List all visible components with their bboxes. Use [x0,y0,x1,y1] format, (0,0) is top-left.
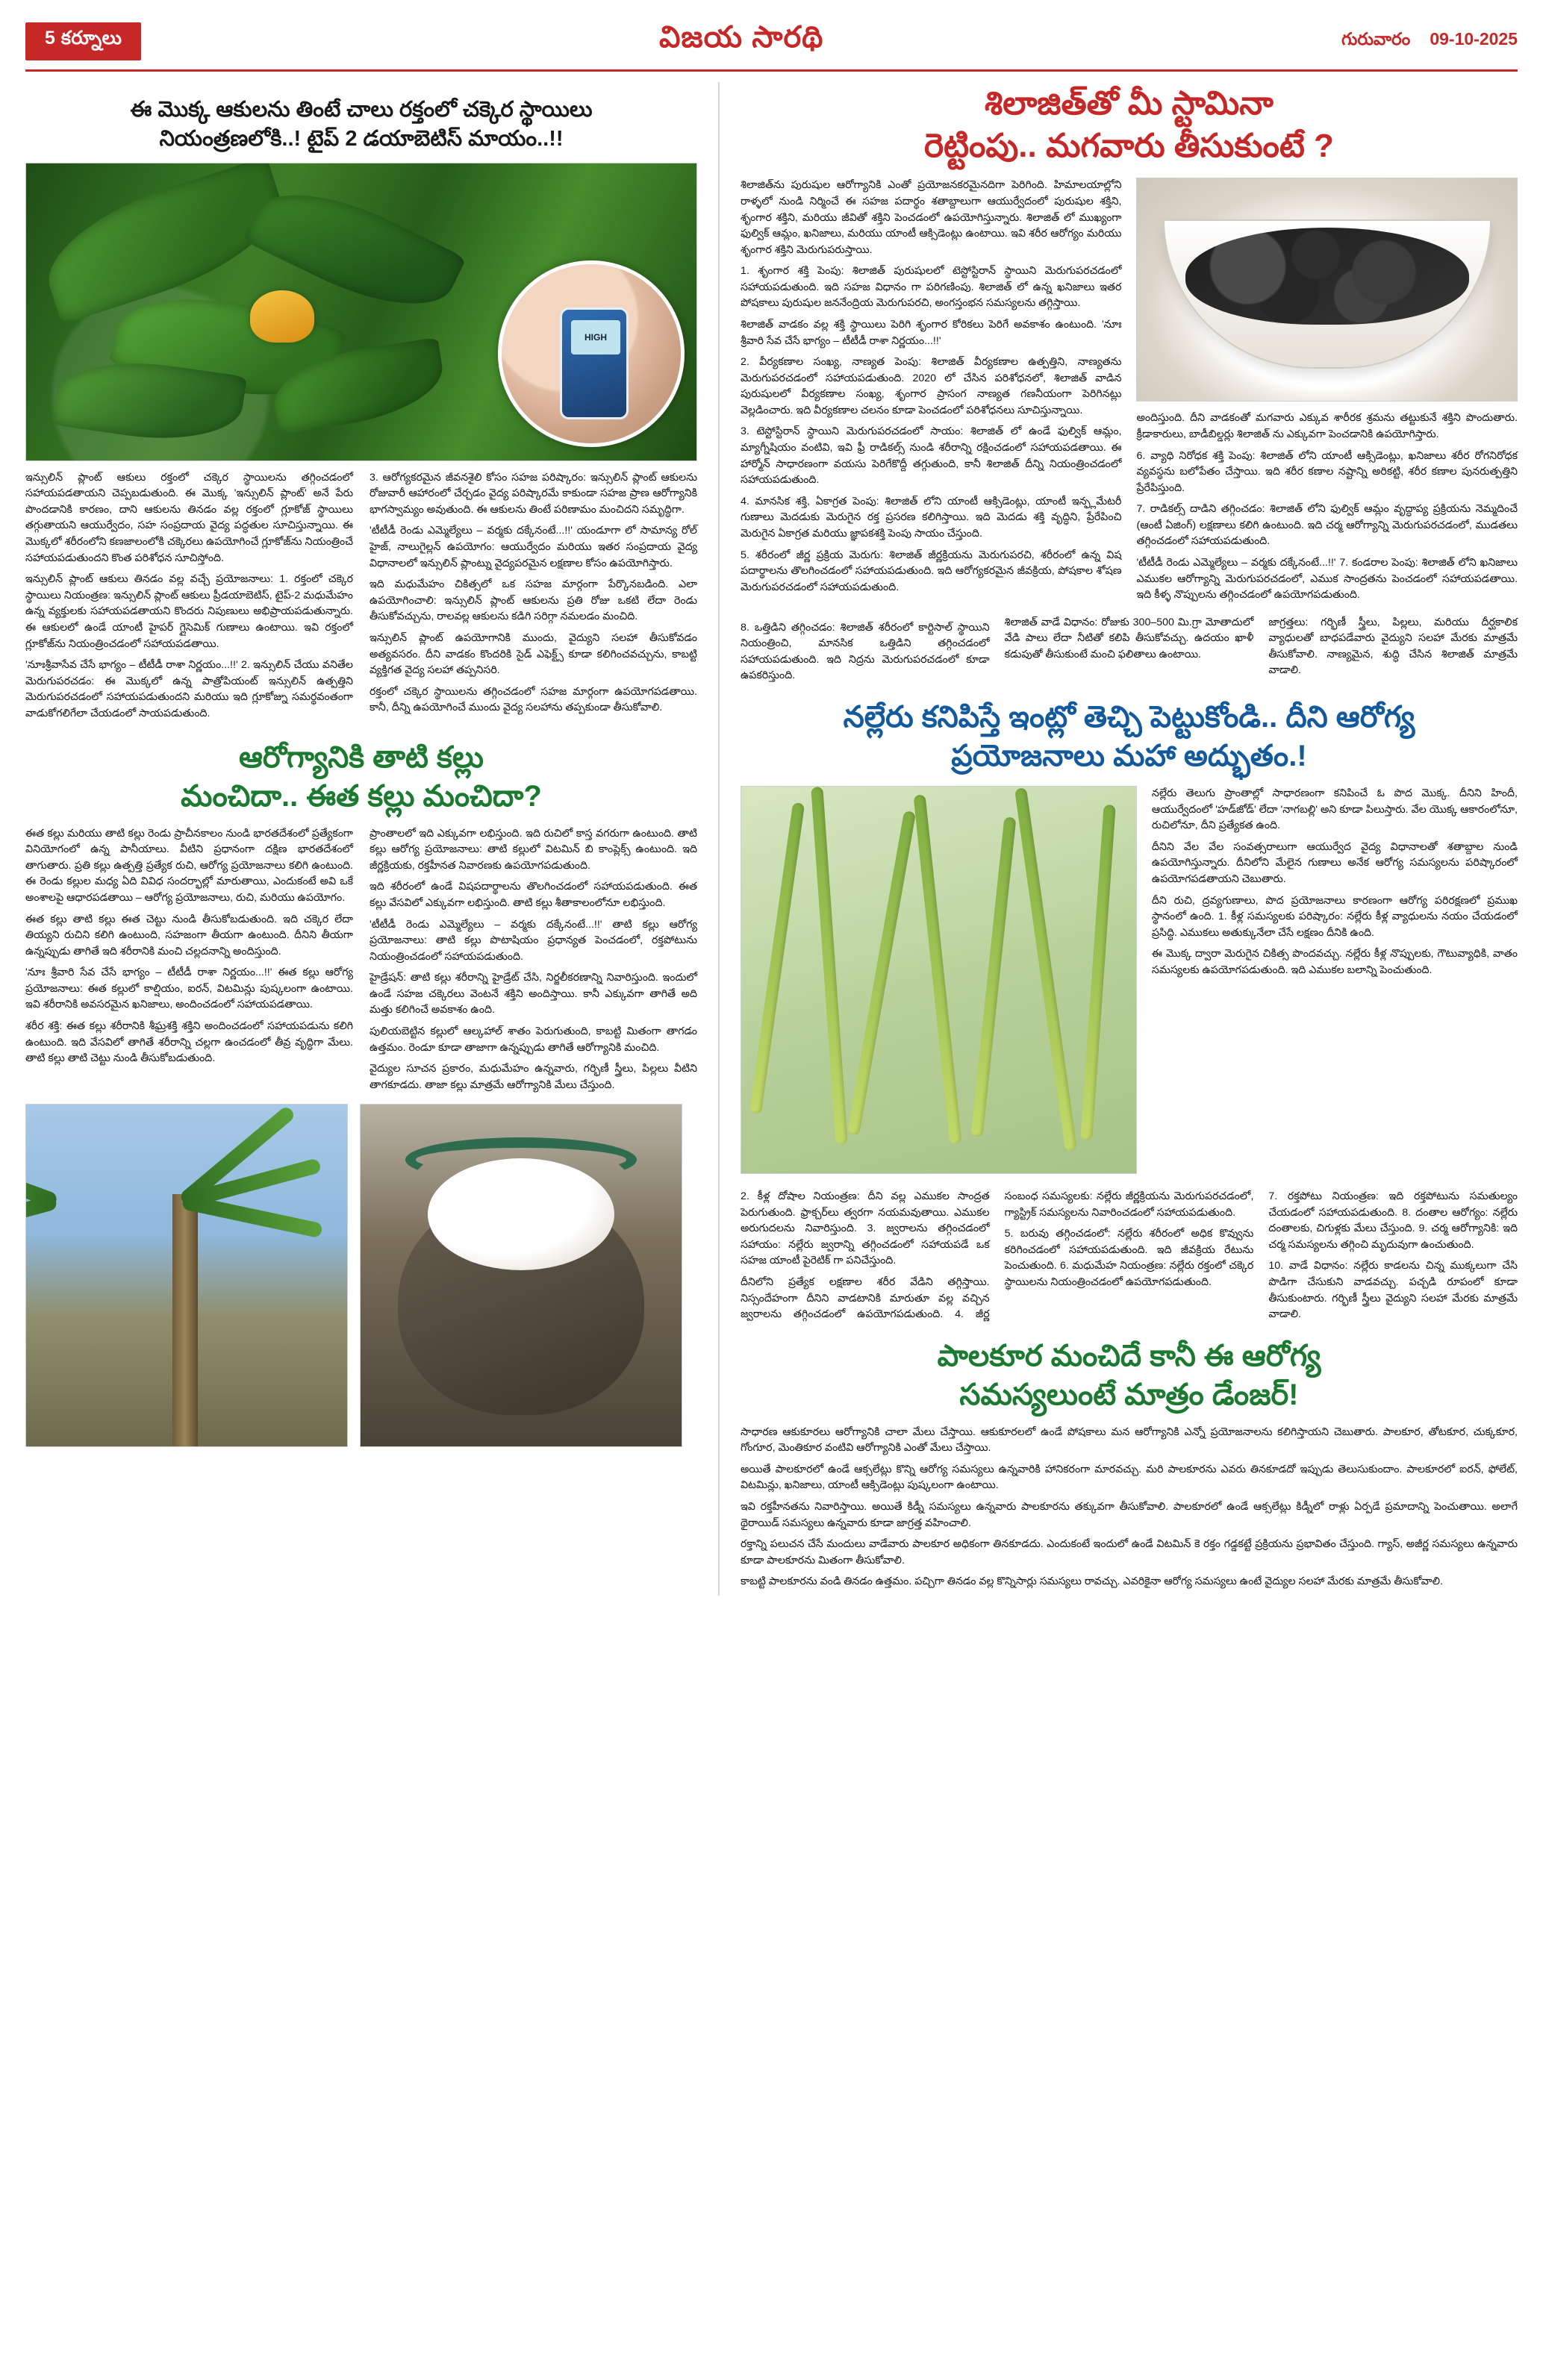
spinach-body [741,1425,1518,1590]
article-insulin-plant [25,96,697,725]
paragraph: 1. శృంగార శక్తి పెంపు: శిలాజిత్ పురుషులలో టెస్టోస్టిరాన్ స్థాయిని మెరుగుపరచడంలో సహాయపడుతుంది. ఇది సహజ విధానం గా పరిగణింపు. శిలాజిత్ లో ఉన్న ఖనిజాలు ఇతర పోషకాలు పురుషుల జననేంద్రియ మెరుగుపరచి, అంగస్తంభన సమస్యలను తగ్గిస్తాయి. [740,265,1122,310]
nalleru-headline [741,698,1518,775]
shilajit-rocks-photo [1136,178,1518,402]
palm-frond-shape [25,1195,58,1246]
paragraph: అయితే పాలకూరలో ఉండే ఆక్సలేట్లు కొన్ని ఆరోగ్య సమస్యలు ఉన్నవారికి హానికరంగా మారవచ్చు. మరి పాలకూరను ఎవరు తినకూడదో ఇప్పుడు తెలుసుకుందాం. పాలకూరలో ఐరన్, ఫోలేట్, విటమిన్లు, ఖనిజాలు, యాంటీ ఆక్సిడెంట్లు పుష్కలంగా ఉంటాయి. [740,1463,1518,1492]
paragraph: కాబట్టి పాలకూరను వండి తినడం ఉత్తమం. పచ్చిగా తినడం వల్ల కొన్నిసార్లు సమస్యలు రావచ్చు. ఎవరికైనా ఆరోగ్య సమస్యలు ఉంటే వైద్యుల సలహా మేరకు మాత్రమే తీసుకోవాలి. [740,1575,1443,1588]
toddy-pot-photo [360,1104,682,1447]
nalleru-headline-line2: ప్రయోజనాలు మహా అద్భుతం.! [951,740,1307,773]
date-block [1341,29,1518,54]
paragraph: హైడ్రేషన్: తాటి కల్లు శరీరాన్ని హైడ్రేట్ చేసి, నిర్జలీకరణాన్ని నివారిస్తుంది. ఇందులో ఉండే సహజ చక్కెరలు వెంటనే శక్తిని అందిస్తాయి. కానీ ఎక్కువగా తాగితే అది మత్తు కలిగించే అవకాశం ఉంది. [370,972,697,1016]
paragraph: దీని రుచి, ద్రవ్యగుణాలు, పొద ప్రయోజనాలు కారణంగా ఆరోగ్య పరిరక్షణలో ప్రముఖ స్థానంలో ఉంది. 1. కీళ్ల సమస్యలకు పరిష్కారం: నల్లేరు కీళ్ల వ్యాధులను నయం చేయడంలో ప్రసిద్ధి. ఎముకలు అతుక్కునేలా చేసే లక్షణం దీనికి ఉంది. [1151,894,1518,939]
paragraph: 3. ఆరోగ్యకరమైన జీవనశైలి కోసం సహజ పరిష్కారం: ఇన్సులిన్ ప్లాంట్ ఆకులను రోజువారీ ఆహారంలో చేర్చడం వైద్య పరిష్కారమే కాకుండా సహజ ప్రాణ ఆరోగ్యానికి భాగస్వామ్యం అవుతుంది. ఈ ఆకులను తింటే పరిణామం మంచిదని సమృద్ధిగా. [370,471,697,516]
stem-shape [971,816,1017,1137]
paragraph: 'టీటీడీ రెండు ఎమ్మెల్యేలు – వర్మకు దక్కేనంటే...!!' 7. కండరాల పెంపు: శిలాజిత్ లోని ఖనిజాలు ఎముకల ఆరోగ్యాన్ని మెరుగుపరచడంలో, ఎముక సాంద్రతను పెంచడంలో సహాయపడతాయి. ఇది కీళ్ళ నొప్పులను తగ్గించడంలో ఉపయోగపడుతుంది. [1136,557,1518,602]
paragraph: 'టీటీడీ రెండు ఎమ్మెల్యేలు – వర్మకు దక్కేనంటే...!!' తాటి కల్లు ఆరోగ్య ప్రయోజనాలు: తాటి కల్లు పొటాషియం ప్రధాన్యత పెంచడంలో, రక్తపోటును నియంత్రించడంలో సహాయపడుతుంది. [370,918,697,963]
paragraph: 'నూఃశ్రీవాసేవ చేసే భాగ్యం – టీటీడీ రాశా నిర్ణయం...!!' 2. ఇన్సులిన్ చేయు వనితేల మెరుగుపరచడం: ఈ మొక్కలో ఉన్న పాత్రోపియంట్ ఇన్సులిన్ ఉత్పత్తిని మెరుగుపరచడంలో సహాయపడుతుందని మరియు ఇది గ్లూకోజ్ను సమర్థవంతంగా వాడుకోగలిగేలా చేయడంలో సాయపడుతుంది. [25,659,353,719]
insulin-headline-line2: నియంత్రణలోకి..! టైప్ 2 డయాబెటిస్ మాయం..!! [159,126,564,151]
paragraph: ఈత కల్లు తాటి కల్లు ఈత చెట్టు నుండి తీసుకోబడుతుంది. ఇది చక్కెర లేదా తియ్యని రుచిని కలిగి ఉంటుంది, సహజంగా తీయగా ఉంటుంది. దీనిని తీయగా ఉన్నప్పుడు తాగితే ఇది శరీరానికి మంచి చల్లదనాన్ని అందిస్తుంది. [25,913,353,958]
paragraph: 7. రక్తపోటు నియంత్రణ: ఇది రక్తపోటును సమతుల్యం చేయడంలో సహాయపడుతుంది. 8. దంతాల ఆరోగ్యం: నల్లేరు దంతాలకు, చిగుళ్లకు మేలు చేస్తుంది. 9. చర్మ ఆరోగ్యానికి: ఇది చర్మ సమస్యలను తగ్గించి మృదువుగా ఉంచుతుంది. [1268,1190,1518,1251]
pot-rope-shape [405,1137,637,1182]
paragraph: వైద్యుల సూచన ప్రకారం, మధుమేహం ఉన్నవారు, గర్భిణీ స్త్రీలు, పిల్లలు వీటిని తాగకూడదు. తాజా కల్లు మాత్రమే ఆరోగ్యానికి మేలు చేస్తుంది. [370,1063,697,1091]
glucometer-reading: HIGH [571,320,620,354]
paragraph: దీనిని వేల వేల సంవత్సరాలుగా ఆయుర్వేద వైద్య విధానాలతో శతాబ్దాల నుండి ఉపయోగిస్తున్నారు. దీనిలోని మేలైన గుణాలు అనేక ఆరోగ్య సమస్యలను పరిష్కారంలో ఉపయోగపడతాయని చెబుతారు. [1151,840,1518,885]
paragraph: జాగ్రత్తలు: గర్భిణీ స్త్రీలు, పిల్లలు, మరియు దీర్ఘకాలిక వ్యాధులతో బాధపడేవారు వైద్యుని సలహా మేరకు మాత్రమే తీసుకోవాలి. నాణ్యమైన, శుద్ధి చేసిన శిలాజిత్ మాత్రమే వాడాలి. [1268,616,1518,677]
paragraph: ఇది మధుమేహం చికిత్సలో ఒక సహజ మార్గంగా పేర్కొనబడింది. ఎలా ఉపయోగించాలి: ఇన్సులిన్ ప్లాంట్ ఆకులను ప్రతి రోజు ఒకటి లేదా రెండు తీసుకోవచ్చును, రాలవల్ల ఆకులను కడిగి సరిగ్గా నమలడం మంచిది. [370,578,697,623]
shilajit-headline-line1: శిలాజిత్‌తో మీ స్టామినా [985,85,1274,122]
paragraph: ఇన్సులిన్ ప్లాంట్ ఆకులు తినడం వల్ల వచ్చే ప్రయోజనాలు: 1. రక్తంలో చక్కెర స్థాయిలు నియంత్రణ: ఇన్సులిన్ ప్లాంట్ ఆకులు ప్రీడయాబెటిస్, టైప్-2 మధుమేహం ఉన్న వ్యక్తులకు సహాయపడతాయని కొందరు నిపుణులు అభిప్రాయపడుతున్నారు. ఈ ఆకులలో ఉండే యాంటీ హైపర్ గ్లైసెమిక్ గుణాలు ఉంటాయి. ఇవి రక్తంలో గ్లూకోజ్‌ను నియంత్రించడంలో సహాయపడతాయి. [25,573,353,650]
paragraph: 2. వీర్యకణాల సంఖ్య, నాణ్యత పెంపు: శిలాజిత్ వీర్యకణాల ఉత్పత్తిని, నాణ్యతను మెరుగుపరచడంలో సహాయపడుతుంది. 2020 లో చేసిన పరిశోధనలో, శిలాజిత్ వాడిన పురుషులలో వీర్యకణాల సంఖ్య, శృంగార ప్రాసంగ నాణ్యత గణనీయంగా పెరిగినట్లు వెల్లడించారు. ఇది వీర్యకణాల చలనం కూడా పెంచడంలో పరిశోధనలు సూచిస్తున్నాయి. [740,356,1122,416]
nalleru-plant-photo [741,786,1137,1174]
paragraph: 'నూః శ్రీవారి సేవ చేసే భాగ్యం – టీటీడీ రాశా నిర్ణయం...!!' ఈత కల్లు ఆరోగ్య ప్రయోజనాలు: ఈత కల్లులో కాల్షియం, ఐరన్, విటమిన్లు పుష్కలంగా ఉంటాయి. ఇవి శరీరానికి అవసరమైన ఖనిజాలు, అందించడంలో సహాయపడతాయి. [25,966,353,1011]
insulin-headline [25,96,697,154]
insulin-plant-photo [25,163,697,461]
paragraph: శిలాజిత్ వాడకం వల్ల శక్తి స్థాయిలు పెరిగి శృంగార కోరికలు పెరిగే అవకాశం ఉంటుంది. 'నూః శ్రీవారి సేవ చేసే భాగ్యం – టీటీడీ రాశా నిర్ణయం...!!' [740,319,1122,347]
stem-shape [1014,787,1077,1151]
article-shilajit [741,82,1518,684]
column-divider [718,82,720,1596]
toddy-image-row [25,1104,697,1456]
stem-shape [811,787,847,1145]
shilajit-right-block [1136,178,1518,608]
paragraph: 3. టెస్టోస్టిరాన్ స్థాయిని మెరుగుపరచడంలో సాయం: శిలాజిత్ లో ఉండే ఫుల్విక్ ఆమ్లం, మ్యాగ్నీషియం వంటివి, ఇవి ఫ్రీ రాడికల్స్ నుండి శరీరాన్ని రక్షించడంలో సహాయపడతాయి. ఈ హార్మోన్ సాధారణంగా వయసు పెరిగేకొద్దీ తగ్గుతుంది, కానీ శిలాజిత్ దీన్ని నియంత్రించడంలో సహాయపడుతుంది. [740,425,1122,487]
paragraph: 8. ఒత్తిడిని తగ్గించడం: శిలాజిత్ శరీరంలో కార్టిసాల్ స్థాయిని నియంత్రించి, మానసిక ఒత్తిడిని తగ్గించడంలో సహాయపడుతుంది. ఇది నిద్రను మెరుగుపరచడంలో కూడా ఉపకరిస్తుంది. [740,621,990,682]
left-column [25,82,697,1456]
shilajit-body-right [1136,410,1518,603]
page-number-badge: 5 కర్నూలు [25,22,141,60]
paragraph: ఇవి రక్తహీనతను నివారిస్తాయి. అయితే కిడ్నీ సమస్యలు ఉన్నవారు పాలకూరను తక్కువగా తీసుకోవాలి. పాలకూరలో ఉండే ఆక్సలేట్లు కిడ్నీలో రాళ్లు ఏర్పడే ప్రమాదాన్ని పెంచుతాయి. అలాగే థైరాయిడ్ సమస్యలు ఉన్నవారు కూడా జాగ్రత్త వహించాలి. [740,1500,1518,1529]
paragraph: శరీర శక్తి: ఈత కల్లు శరీరానికి శీఘ్రశక్తి శక్తిని అందించడంలో సహాయపడును కలిగి ఉంటుంది. ఇది వేసవిలో తాగితే శరీరాన్ని చల్లగా ఉంచడంలో తీవ్ర వృద్ధిగా మేలు. తాటి కల్లు తాటి చెట్టు నుండి తీసుకోబడుతుంది. [25,1019,353,1065]
paragraph: ఈ మొక్క ద్వారా మెరుగైన చికిత్స పొందవచ్చు. నల్లేరు కీళ్ల నొప్పులకు, గౌటువ్యాధికి, వాతం సమస్యలకు ఉపయోగపడుతుంది. ఇది ఎముకల బలాన్ని పెంచుతుంది. [1151,948,1518,976]
article-palm-toddy [25,738,697,1457]
paragraph: 4. మానసిక శక్తి, ఏకాగ్రత పెంపు: శిలాజిత్ లోని యాంటీ ఆక్సిడెంట్లు, యాంటీ ఇన్ఫ్లమేటరీ గుణాలు మెదడుకు మెరుగైన రక్త ప్రసరణ కలిగిస్తాయి. ఇది మెదడు శక్తి వృద్ధిని, ప్రేరేపించి మెరుగైన ఏకాగ్రత మరియు జ్ఞాపకశక్తి పెంపు సాయం చేస్తుంది. [740,495,1122,540]
palm-frond-shape [181,1194,323,1238]
shilajit-top-block [741,178,1518,608]
nalleru-top-block [741,786,1518,1183]
paragraph: నల్లేరు తెలుగు ప్రాంతాల్లో సాధారణంగా కనిపించే ఓ పొద మొక్క. దీనిని హిందీ, ఆయుర్వేదంలో 'హడ్‌జోడ్' లేదా 'నాగబల్లి' అని కూడా పిలుస్తారు. వేల యొక్క ఆకారంలోనూ, రుచిలోనూ, దీని ప్రత్యేకత ఉంది. [1151,787,1518,832]
paragraph: 7. రాడికల్స్ దాడిని తగ్గించడం: శిలాజిత్ లోని ఫుల్విక్ ఆమ్లం వృద్ధాప్య ప్రక్రియను నెమ్మదించే (ఆంటీ ఏజింగ్) లక్షణాలు కలిగి ఉంటుంది. ఇది చర్మ ఆరోగ్యాన్ని మెరుగుపరచడంలో, ముడతలు తగ్గించడంలో సహాయపడుతుంది. [1136,503,1518,548]
toddy-headline-line2: మంచిదా.. ఈత కల్లు మంచిదా? [181,779,542,813]
article-spinach [741,1337,1518,1590]
paragraph: ఇది శరీరంలో ఉండే విషపదార్థాలను తొలగించడంలో సహాయపడుతుంది. ఈత కల్లు వేసవిలో ఎక్కువగా లభిస్తుంది. తాటి కల్లు శీతాకాలంలోనూ లభిస్తుంది. [370,881,697,909]
paragraph: శిలాజిత్ వాడే విధానం: రోజుకు 300–500 మి.గ్రా మోతాదులో వేడి పాలు లేదా నీటితో కలిపి తీసుకోవచ్చు. ఉదయం ఖాళీ కడుపుతో తీసుకుంటే మంచి ఫలితాలు ఉంటాయి. [1004,616,1254,660]
paragraph: శిలాజిత్‌ను పురుషుల ఆరోగ్యానికి ఎంతో ప్రయోజనకరమైనదిగా పెరిగింది. హిమాలయాల్లోని రాళ్ళలో నుండి నిర్మించే ఈ సహజ పదార్థం శతాబ్దాలుగా ఆయుర్వేదంలో పురుషుల శక్తిని, శృంగార శక్తిని, మరియు జీవితో శక్తిని పెంచడంలో ఉపయోగిస్తున్నారు. శిలాజిత్ లో ముఖ్యంగా ఫుల్విక్ ఆమ్లం, ఖనిజాలు, మరియు యాంటీ ఆక్సిడెంట్లు ఉంటాయి. ఇవి శరీర ఆరోగ్యం మరియు శృంగార శక్తిని మెరుగుపరుస్తాయి. [740,179,1122,256]
weekday-label: గురువారం [1341,29,1411,49]
masthead [25,21,1518,72]
spinach-headline-line2: సమస్యలుంటే మాత్రం డేంజర్! [959,1378,1299,1411]
insulin-body [25,470,697,725]
paragraph: అందిస్తుంది. దీని వాడకంతో మగవారు ఎక్కువ శారీరక శ్రమను తట్టుకునే శక్తిని పొందుతారు. క్రీడాకారులు, బాడీబిల్డర్లు శిలాజిత్ ను ఎక్కువగా పెంచడానికి ఉపయోగిస్తారు. [1136,412,1518,440]
paragraph: 'టీటీడీ రెండు ఎమ్మెల్యేలు – వర్మకు దక్కేనంటే...!!' యండూగా లో సామాన్య రోల్ హైజ్, నాలుగైల్లన్ ఉపయోగం: ఆయుర్వేదం మరియు ఇతర సంప్రదాయ వైద్య విధానాలలో ఇన్సులిన్ ప్లాంట్ను వైద్యపరమైన లక్షణాల కోసం ఉపయోగిస్తారు. [370,525,697,569]
paragraph: 2. కీళ్ల దోషాల నియంత్రణ: దీని వల్ల ఎముకల సాంద్రత పెరుగుతుంది. ఫ్రాక్చర్‌లు త్వరగా నయమవుతాయి. ఎముకల అరుగుదలను నివారిస్తుంది. 3. జ్వరాలను తగ్గించడంలో సహాయం: నల్లేరు జ్వరాన్ని తగ్గించడంలో సహాయపడే ఒక సహజ యాంటీ పైరెటిక్ గా పనిచేస్తుంది. [740,1190,990,1267]
stem-shape [749,802,805,1114]
glucometer-inset-photo [498,260,685,447]
toddy-body [25,826,697,1094]
paragraph: రక్తాన్ని పలుచన చేసే మందులు వాడేవారు పాలకూర అధికంగా తినకూడదు. ఎందుకంటే ఇందులో ఉండే విటమిన్ కె రక్తం గడ్డకట్టే ప్రక్రియను ప్రభావితం చేస్తుంది. గ్యాస్, అజీర్ణ సమస్యలు ఉన్నవారు కూడా పాలకూరను మితంగా తీసుకోవాలి. [740,1538,1518,1567]
spinach-headline-line1: పాలకూర మంచిదే కానీ ఈ ఆరోగ్య [937,1339,1321,1372]
paragraph: రక్తంలో చక్కెర స్థాయిలను తగ్గించడంలో సహజ మార్గంగా ఉపయోగపడతాయి. కానీ, దీన్ని ఉపయోగించే ముందు వైద్య సలహాను తప్పకుండా తీసుకోవాలి. [370,685,697,714]
paragraph: ప్రాంతాలలో ఇది ఎక్కువగా లభిస్తుంది. ఇది రుచిలో కాస్త వగరుగా ఉంటుంది. తాటి కల్లు ఆరోగ్య ప్రయోజనాలు: తాటి కల్లులో విటమిన్ బి కాంప్లెక్స్ ఉంటుంది. ఇది జీర్ణక్రియకు, రక్తహీనత నివారణకు ఉపయోగపడుతుంది. [370,827,697,872]
toddy-headline [25,738,697,816]
stem-shape [847,810,916,1136]
nalleru-body-bottom [741,1189,1518,1323]
palm-trunk-shape [172,1194,198,1447]
paragraph: 10. వాడే విధానం: నల్లేరు కాడలను చిన్న ముక్కలుగా చేసి పొడిగా చేసుకుని వాడవచ్చు. పచ్చడి రూపంలో కూడా తీసుకుంటారు. గర్భిణీ స్త్రీలు వైద్యుని సలహా మేరకు మాత్రమే వాడాలి. [1268,1260,1518,1321]
nalleru-headline-line1: నల్లేరు కనిపిస్తే ఇంట్లో తెచ్చి పెట్టుకోండి.. దీని ఆరోగ్య [843,701,1415,734]
article-nalleru [741,698,1518,1323]
page-columns [25,82,1518,1596]
paragraph: ఇన్సులిన్ ప్లాంట్ ఆకులు రక్తంలో చక్కెర స్థాయిలను తగ్గించడంలో సహాయపడతాయని చెప్పబడుతుంది. ఈ మొక్క 'ఇన్సులిన్ ప్లాంట్' అనే పేరు పొందడానికి కారణం, దాని ఆకులను తినడం వల్ల రక్తంలో గ్లూకోజ్ స్థాయిలు తగ్గుతాయని ఆయుర్వేదం, సహ సంప్రదాయ వైద్య పద్ధతుల సూచిస్తున్నాయి. ఈ మొక్కలో శరీరంలోని కణజాలంలోకి చక్కెరలు ఉపయోగించే గ్లూకోజ్‌ను నియంత్రించే సహాయపడుతుందని కొంత పరిశోధన సూచిస్తోంది. [25,471,353,564]
shilajit-body-bottom [741,615,1518,684]
nalleru-body-right [1152,786,1518,984]
toddy-headline-line1: ఆరోగ్యానికి తాటి కల్లు [238,740,484,774]
right-column [741,82,1518,1596]
glucometer-device [560,307,629,419]
shilajit-headline-line2: రెట్టింపు.. మగవారు తీసుకుంటే ? [924,128,1334,165]
spinach-headline [741,1337,1518,1414]
paragraph: 5. బరువు తగ్గించడంలో: నల్లేరు శరీరంలో అధిక కొవ్వును కరిగించడంలో సహాయపడుతుంది. ఇది జీవక్రియ రేటును పెంచుతుంది. 6. మధుమేహ నియంత్రణ: నల్లేరు రక్తంలో చక్కెర స్థాయిలను నియంత్రించడంలో ఉపయోగపడుతుంది. [1004,1228,1254,1288]
shilajit-body-left [741,178,1122,601]
date-label: 09-10-2025 [1430,29,1518,49]
stem-shape [913,794,961,1144]
paragraph: 5. శరీరంలో జీర్ణ ప్రక్రియ మెరుగు: శిలాజిత్ జీర్ణక్రియను మెరుగుపరచి, శరీరంలో ఉన్న విష పదార్థాలను తొలగించడంలో సహాయపడుతుంది. ఇది ఆరోగ్యకరమైన జీవక్రియ, పోషకాల శోషణ మెరుగుపరచడంలో సహాయపడుతుంది. [740,549,1122,593]
insulin-headline-line1: ఈ మొక్క ఆకులను తింటే చాలు రక్తంలో చక్కెర స్థాయిలు [130,98,593,122]
paragraph: ఈత కల్లు మరియు తాటి కల్లు రెండు ప్రాచీనకాలం నుండి భారతదేశంలో ప్రత్యేకంగా వినియోగంలో ఉన్న పానీయాలు. వీటిని ప్రధానంగా దక్షిణ భారతదేశంలో తాగుతారు. ప్రతి కల్లు ఉత్పత్తి ప్రత్యేక రుచి, ఆరోగ్య ప్రయోజనాలు కలిగి ఉంటుంది. ఈ రెండు కల్లుల మధ్య ఏది వివిధ సందర్భాల్లో మారుతాయి, ఎందుకంటే అవి ఒకే అంశాలపై ఆధారపడతాయి – ఆరోగ్య ప్రయోజనాలు, రుచి, మరియు ఉపయోగం. [25,827,353,904]
paragraph: పులియబెట్టిన కల్లులో ఆల్కహాల్ శాతం పెరుగుతుంది, కాబట్టి మితంగా తాగడం ఉత్తమం. రెండూ కూడా తాజాగా ఉన్నప్పుడు తాగితే ఆరోగ్యానికి మంచిది. [370,1025,697,1054]
nalleru-photo-wrap [741,786,1137,1183]
shilajit-headline [741,82,1518,167]
paragraph: ఇన్సులిన్ ప్లాంట్ ఉపయోగానికి ముందు, వైద్యుని సలహా తీసుకోవడం అత్యవసరం. దీని వాడకం కొందరికి సైడ్ ఎఫెక్ట్స్ కూడా కలిగించవచ్చును, కాబట్టి వ్యక్తిగత వైద్య సలహా తప్పనిసరి. [370,631,697,677]
paragraph: దీనిలోని ప్రత్యేక లక్షణాల శరీర వేడిని తగ్గిస్తాయి. నిస్సందేహంగా దీనిని వాడటానికి మారుతూ వల్ల వచ్చిన జ్వరాలను తగ్గించడంలో ఉపయోగపడుతుంది. 4. జీర్ణ సంబంధ సమస్యలకు: నల్లేరు జీర్ణక్రియను మెరుగుపరచడంలో, గ్యాస్ట్రిక్ సమస్యలను నివారించడంలో సహాయపడుతుంది. [740,1190,1254,1321]
palm-tree-climber-photo [25,1104,348,1447]
stem-shape [1080,805,1115,1140]
flower-shape [250,290,314,343]
shilajit-rock-pile-shape [1185,228,1469,325]
paragraph: సాధారణ ఆకుకూరలు ఆరోగ్యానికి చాలా మేలు చేస్తాయి. ఆకుకూరలలో ఉండే పోషకాలు మన ఆరోగ్యానికి ఎన్నో ప్రయోజనాలను కలిగిస్తాయని చెబుతారు. పాలకూర, తోటకూర, చుక్కకూర, గోంగూర, మెంతికూర వంటివి ఆరోగ్యానికి ఎంతో మేలు చేస్తాయి. [740,1425,1518,1455]
newspaper-title: విజయ సారథి [658,21,824,54]
paragraph: 6. వ్యాధి నిరోధక శక్తి పెంపు: శిలాజిత్ లోని యాంటీ ఆక్సిడెంట్లు, ఖనిజాలు శరీర రోగనిరోధక వ్యవస్థను బలోపేతం చేస్తాయి. ఇది శరీర కణాల నష్టాన్ని అరికట్టి, శరీర కణాల పునరుత్పత్తిని ప్రేరేపిస్తుంది. [1136,449,1518,494]
